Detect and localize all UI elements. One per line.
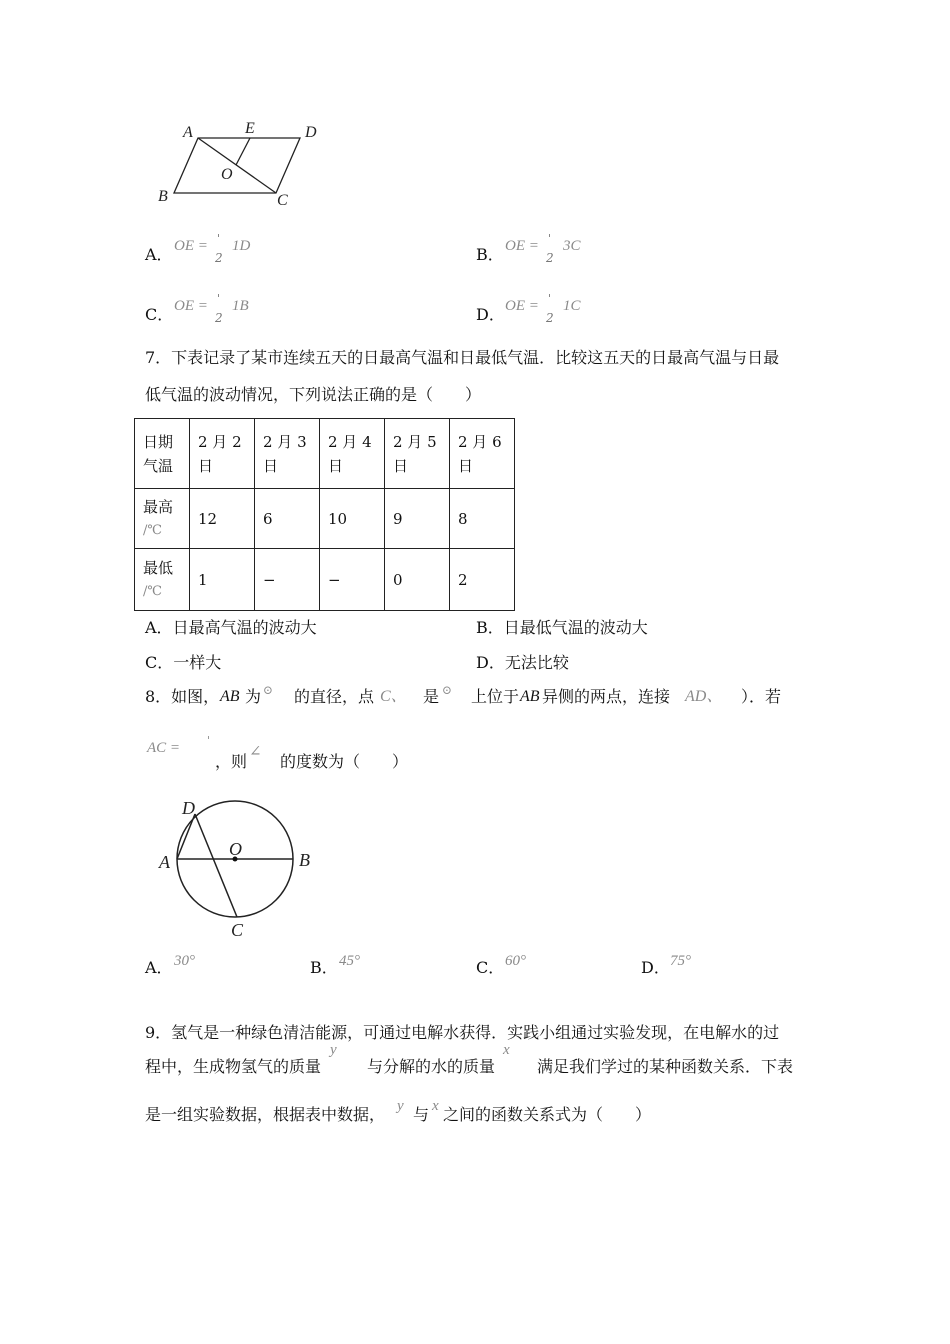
q9-stem-line1: 9．氢气是一种绿色清洁能源，可通过电解水获得．实践小组通过实验发现，在电解水的过 [145,1023,780,1042]
option-expr: OE = [174,238,208,254]
fraction-numerator: ' [548,292,552,305]
diagonal-ac [198,138,276,193]
q6-option-b[interactable] [476,232,676,270]
option-expr: OE = [505,238,539,254]
fraction-denominator: 2 [546,311,554,325]
label-e: E [245,120,255,137]
q8-ab: AB [220,688,240,705]
label-a: A [159,852,170,872]
circle-symbol: ⊙ [442,683,453,697]
q6-option-c[interactable] [145,292,345,330]
var-x: x [432,1098,439,1114]
q8-zhijing: 的直径，点 [294,687,375,706]
table-cell: 0 [385,549,450,611]
row-unit: /℃ [143,583,162,599]
q9-stem-line3 [145,1100,825,1130]
q8-option-c[interactable] [476,953,616,981]
option-label: D． [476,305,505,324]
date-top: 2 月 3 [263,432,307,451]
q8-close-fragment: ）．若 [741,687,782,706]
q7-option-c[interactable] [145,652,221,674]
option-expr: OE = [505,298,539,314]
circle-symbol: ⊙ [263,683,274,697]
q9-text-a: 程中，生成物氢气的质量 [145,1057,322,1076]
option-tail: 3C [563,238,581,254]
table-cell: 1 [190,549,255,611]
q9-text-c: 之间的函数关系式为（ ） [443,1105,652,1124]
label-d: D [182,798,195,818]
corner-top: 日期 [143,432,174,451]
q8-prefix: 8．如图， [145,687,220,706]
q8-stem-line2 [145,734,545,771]
table-cell: 10 [320,489,385,549]
q7-stem-line1: 7．下表记录了某市连续五天的日最高气温和日最低气温．比较这五天的日最高气温与日最 [145,348,780,367]
corner-bottom: 气温 [143,456,174,475]
row-label: 最低 [143,558,174,577]
option-value: 75° [670,953,691,969]
date-bottom: 日 [393,456,409,475]
label-c: C [277,192,288,209]
var-y: y [330,1042,337,1058]
option-text: 无法比较 [504,653,569,672]
temperature-table [134,418,515,611]
q7-option-b[interactable] [476,617,648,639]
corner-cell [135,419,190,489]
label-a: A [183,124,193,141]
label-b: B [299,850,310,870]
table-cell: − [320,549,385,611]
var-x: x [503,1042,510,1058]
fraction-numerator: ' [548,232,552,245]
option-tail: 1D [232,238,251,254]
q9-text-b: 与分解的水的质量 [367,1057,496,1076]
option-text: 日最高气温的波动大 [172,618,317,637]
option-value: 45° [339,953,360,969]
table-header-row [135,419,515,489]
parallelogram-figure [150,115,340,215]
chord-ad [177,814,195,859]
option-tail: 1C [563,298,581,314]
date-top: 2 月 6 [458,432,502,451]
q8-yice: 异侧的两点，连接 [542,687,671,706]
option-value: 60° [505,953,526,969]
q8-stem-line1 [145,683,825,712]
row-label-cell [135,489,190,549]
option-expr: OE = [174,298,208,314]
date-bottom: 日 [198,456,214,475]
q8-ad-fragment: AD、 [685,688,723,705]
option-label: A． [145,958,173,977]
date-cell [385,419,450,489]
date-bottom: 日 [328,456,344,475]
table-cell: 12 [190,489,255,549]
date-bottom: 日 [263,456,279,475]
option-label: B． [310,958,338,977]
row-unit: /℃ [143,522,162,538]
date-cell [320,419,385,489]
label-o: O [229,839,242,859]
date-cell [255,419,320,489]
q9-text-b: 与 [413,1105,430,1124]
option-label: A． [145,245,173,264]
option-label: C． [476,958,505,977]
segment-oe [236,138,250,165]
option-label: D． [641,958,670,977]
label-c: C [231,920,244,940]
q8-wei: 为 [245,687,262,706]
fraction-numerator: ' [217,232,221,245]
date-top: 2 月 5 [393,432,437,451]
chord-dc [195,814,237,917]
option-text: 一样大 [173,653,222,672]
option-value: 30° [174,953,195,969]
q8-option-b[interactable] [310,953,450,981]
table-cell: 2 [450,549,515,611]
circle-figure [150,790,330,945]
date-top: 2 月 4 [328,432,372,451]
option-text: 日最低气温的波动大 [503,618,648,637]
date-cell [190,419,255,489]
table-cell: 6 [255,489,320,549]
date-cell [450,419,515,489]
date-top: 2 月 2 [198,432,242,451]
fraction-numerator: ' [217,292,221,305]
q8-shi: 是 [423,687,440,706]
q6-option-a[interactable] [145,232,345,270]
fraction-denominator: 2 [215,251,223,265]
table-row [135,489,515,549]
angle-symbol: ∠ [249,742,262,760]
q9-text-a: 是一组实验数据，根据表中数据， [145,1105,386,1124]
date-bottom: 日 [458,456,474,475]
q7-option-d[interactable] [476,652,569,674]
q7-option-a[interactable] [145,617,317,639]
option-label: B． [476,618,504,637]
table-row [135,549,515,611]
option-label: D． [476,653,505,672]
q9-stem-line2 [145,1042,825,1080]
table-cell: 8 [450,489,515,549]
label-d: D [305,124,317,141]
option-tail: 1B [232,298,249,314]
q6-option-d[interactable] [476,292,676,330]
q8-shang: 上位于 [471,687,520,706]
q8-ze: ，则 [215,752,248,771]
option-label: A． [145,618,173,637]
option-label: C． [145,305,174,324]
option-label: C． [145,653,174,672]
var-y: y [397,1098,404,1114]
q8-option-d[interactable] [641,953,781,981]
option-label: B． [476,245,504,264]
fraction-denominator: 2 [546,251,554,265]
q8-ab-2: AB [520,688,540,705]
q8-ac-expr: AC = [147,740,181,756]
row-label: 最高 [143,497,174,516]
table-cell: − [255,549,320,611]
row-label-cell [135,549,190,611]
fraction-denominator: 2 [215,311,223,325]
q9-text-c: 满足我们学过的某种函数关系．下表 [537,1057,794,1076]
label-b: B [158,188,168,205]
q8-tick: ' [207,734,211,747]
q7-stem-line2: 低气温的波动情况，下列说法正确的是（ ） [145,385,482,404]
q8-dushu: 的度数为（ ） [280,752,409,771]
q8-option-a[interactable] [145,953,285,981]
q8-c-fragment: C、 [380,688,407,705]
label-o: O [221,166,233,183]
table-cell: 9 [385,489,450,549]
